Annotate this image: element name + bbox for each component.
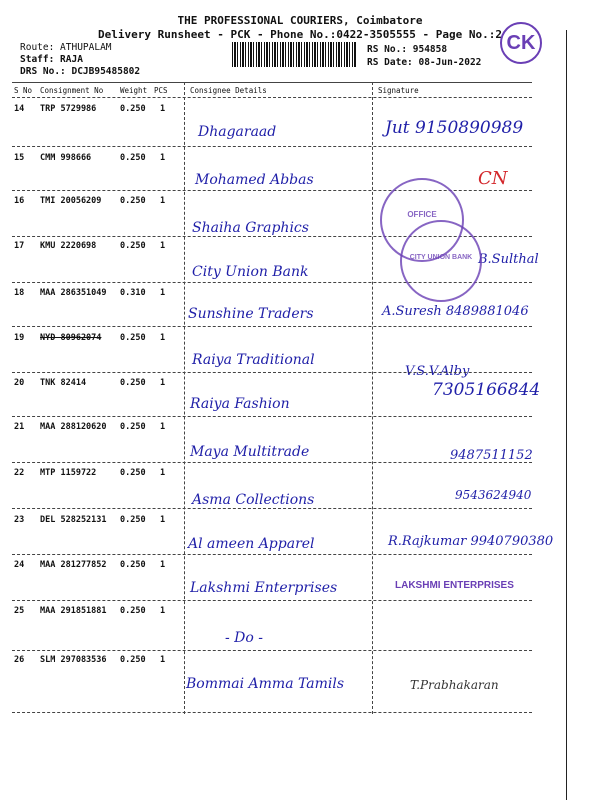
row-weight: 0.250 <box>120 655 146 665</box>
row-signature: T.Prabhakaran <box>410 678 499 692</box>
row-pcs: 1 <box>160 333 166 343</box>
row-consignee: Raiya Traditional <box>192 352 315 368</box>
row-pcs: 1 <box>160 241 166 251</box>
row-sno: 16 <box>14 196 25 206</box>
col-consignment: Consignment No <box>40 86 104 95</box>
row-consignee: City Union Bank <box>192 264 309 280</box>
row-divider <box>12 190 532 191</box>
row-consignee: Shaiha Graphics <box>192 220 309 236</box>
row-signature: 7305166844 <box>432 380 541 400</box>
row-consignment: DEL 528252131 <box>40 515 107 525</box>
row-consignment: MAA 288120620 <box>40 422 107 432</box>
row-divider <box>12 554 532 555</box>
row-pcs: 1 <box>160 378 166 388</box>
row-sno: 15 <box>14 153 25 163</box>
rs-date: RS Date: 08-Jun-2022 <box>367 57 482 68</box>
row-weight: 0.250 <box>120 468 146 478</box>
row-pcs: 1 <box>160 153 166 163</box>
ck-logo-stamp: CK <box>500 22 542 64</box>
row-sno: 17 <box>14 241 25 251</box>
col-weight: Weight <box>120 86 148 95</box>
row-consignee: Al ameen Apparel <box>188 536 315 552</box>
row-consignee: Maya Multitrade <box>190 444 310 460</box>
row-sno: 19 <box>14 333 25 343</box>
col-consignee: Consignee Details <box>190 86 267 95</box>
row-weight: 0.250 <box>120 378 146 388</box>
row-consignee: Bommai Amma Tamils <box>186 676 345 692</box>
col-signature: Signature <box>378 86 419 95</box>
col-sno: S No <box>14 86 33 95</box>
row-consignee: Asma Collections <box>192 492 315 508</box>
row-divider <box>12 508 532 509</box>
row-sno: 14 <box>14 104 25 114</box>
row-weight: 0.250 <box>120 241 146 251</box>
row-pcs: 1 <box>160 422 166 432</box>
row-consignee: - Do - <box>225 630 264 646</box>
row-consignee: Sunshine Traders <box>188 306 314 322</box>
col-pcs: PCS <box>154 86 168 95</box>
stamp-text: OFFICE <box>407 210 437 219</box>
bank-stamp <box>400 220 482 302</box>
row-sno: 24 <box>14 560 25 570</box>
company-title: THE PROFESSIONAL COURIERS, Coimbatore <box>177 14 423 27</box>
row-consignment: MAA 281277852 <box>40 560 107 570</box>
row-weight: 0.250 <box>120 196 146 206</box>
row-sno: 20 <box>14 378 25 388</box>
row-divider <box>12 146 532 147</box>
row-consignment: SLM 297083536 <box>40 655 107 665</box>
row-signature: B.Sulthal <box>478 252 539 267</box>
row-consignment: CMM 998666 <box>40 153 92 163</box>
row-divider <box>12 600 532 601</box>
row-consignee: Lakshmi Enterprises <box>190 580 338 596</box>
row-consignee: Raiya Fashion <box>190 396 290 412</box>
stamp-text: CITY UNION BANK <box>409 254 473 261</box>
row-consignee: Mohamed Abbas <box>195 172 314 188</box>
row-weight: 0.310 <box>120 288 146 298</box>
row-divider <box>12 462 532 463</box>
row-pcs: 1 <box>160 606 166 616</box>
drs-number: DRS No.: DCJB95485802 <box>20 66 141 77</box>
row-sno: 25 <box>14 606 25 616</box>
row-weight: 0.250 <box>120 422 146 432</box>
row-divider <box>12 372 532 373</box>
row-divider <box>12 650 532 651</box>
row-pcs: 1 <box>160 655 166 665</box>
row-signature: V.S.V.Alby <box>405 364 470 379</box>
runsheet-title: Delivery Runsheet - PCK - Phone No.:0422-3505555 - Page No.:2 <box>98 28 502 41</box>
row-sno: 23 <box>14 515 25 525</box>
row-weight: 0.250 <box>120 104 146 114</box>
row-signature: 9487511152 <box>450 448 533 463</box>
row-consignment: MAA 291851881 <box>40 606 107 616</box>
row-sno: 18 <box>14 288 25 298</box>
row-consignment: TMI 20056209 <box>40 196 102 206</box>
row-weight: 0.250 <box>120 153 146 163</box>
row-consignment: KMU 2220698 <box>40 241 97 251</box>
row-consignment: TRP 5729986 <box>40 104 97 114</box>
row-pcs: 1 <box>160 560 166 570</box>
row-pcs: 1 <box>160 288 166 298</box>
row-consignee: Dhagaraad <box>198 124 277 140</box>
row-pcs: 1 <box>160 515 166 525</box>
row-weight: 0.250 <box>120 515 146 525</box>
rs-number: RS No.: 954858 <box>367 44 448 55</box>
row-signature: Jut 9150890989 <box>385 118 524 138</box>
row-signature: LAKSHMI ENTERPRISES <box>395 580 514 591</box>
row-pcs: 1 <box>160 468 166 478</box>
route-label: Route: ATHUPALAM <box>20 42 112 53</box>
row-divider <box>12 712 532 713</box>
row-consignment: MAA 286351049 <box>40 288 107 298</box>
row-sno: 26 <box>14 655 25 665</box>
row-pcs: 1 <box>160 196 166 206</box>
row-signature: CN <box>478 168 508 189</box>
row-consignment: NYD 80962074 <box>40 333 102 343</box>
row-sno: 21 <box>14 422 25 432</box>
staff-label: Staff: RAJA <box>20 54 83 65</box>
row-weight: 0.250 <box>120 560 146 570</box>
row-signature: R.Rajkumar 9940790380 <box>388 534 554 549</box>
row-divider <box>12 326 532 327</box>
row-divider <box>12 416 532 417</box>
row-weight: 0.250 <box>120 333 146 343</box>
row-sno: 22 <box>14 468 25 478</box>
row-signature: A.Suresh 8489881046 <box>382 304 529 319</box>
row-consignment: MTP 1159722 <box>40 468 97 478</box>
row-signature: 9543624940 <box>455 488 532 502</box>
row-consignment: TNK 82414 <box>40 378 87 388</box>
row-pcs: 1 <box>160 104 166 114</box>
row-weight: 0.250 <box>120 606 146 616</box>
